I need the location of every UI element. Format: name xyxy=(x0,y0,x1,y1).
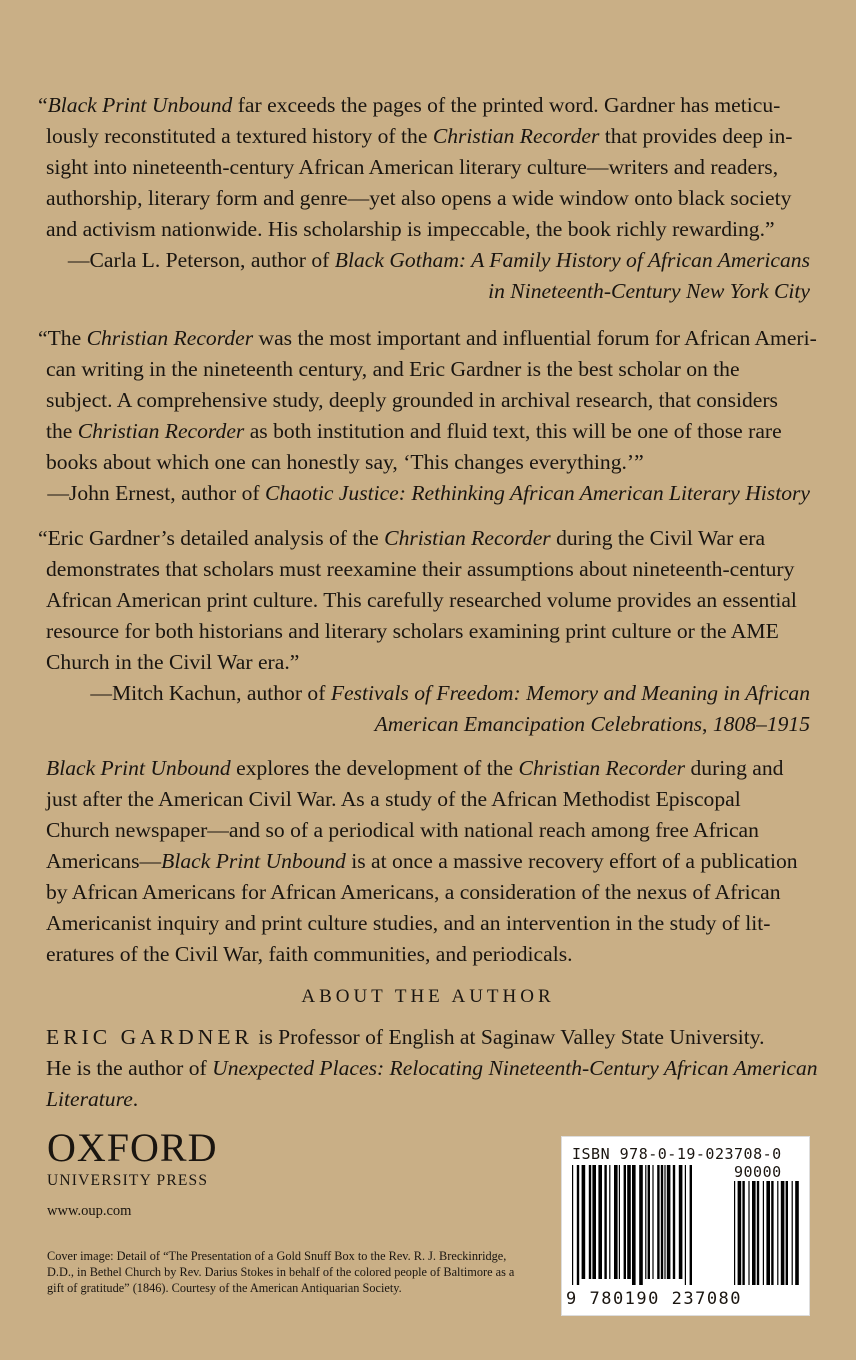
addon-bar xyxy=(734,1181,735,1285)
blurb-line: “The Christian Recorder was the most important and influential forum for African Ameri- xyxy=(38,326,817,350)
addon-bar xyxy=(786,1181,788,1285)
blurb-line: demonstrates that scholars must reexamine their assumptions about nineteenth-century xyxy=(46,557,795,581)
barcode-bar xyxy=(572,1165,573,1285)
blurb-attribution: —Mitch Kachun, author of Festivals of Freedom: Memory and Meaning in African xyxy=(90,681,810,705)
isbn-barcode xyxy=(561,1136,810,1316)
barcode-bar xyxy=(673,1165,675,1279)
blurb-line: books about which one can honestly say, ‘This changes everything.’” xyxy=(46,450,644,474)
description-line: by African Americans for African Americans, a consideration of the nexus of African xyxy=(46,880,781,904)
about-line: Literature. xyxy=(46,1087,139,1111)
barcode-bar xyxy=(589,1165,591,1279)
price-code: 90000 xyxy=(734,1163,782,1181)
barcode-bar xyxy=(657,1165,659,1279)
blurb-line: lously reconstituted a textured history of the Christian Recorder that provides deep in- xyxy=(46,124,793,148)
about-line: He is the author of Unexpected Places: Relocating Nineteenth-Century African American xyxy=(46,1056,818,1080)
barcode-bar xyxy=(685,1165,686,1285)
about-line: ERIC GARDNER is Professor of English at Saginaw Valley State University. xyxy=(46,1025,765,1049)
publisher-name: OXFORD xyxy=(47,1125,218,1170)
barcode-bar xyxy=(577,1165,579,1285)
barcode-bar xyxy=(667,1165,671,1279)
blurb-line: subject. A comprehensive study, deeply grounded in archival research, that considers xyxy=(46,388,778,412)
blurb-line: authorship, literary form and genre—yet also opens a wide window onto black society xyxy=(46,186,792,210)
barcode-bar xyxy=(690,1165,692,1285)
publisher-logo xyxy=(47,1125,218,1190)
blurb-peterson xyxy=(38,90,810,307)
addon-bar xyxy=(748,1181,749,1285)
blurb-kachun xyxy=(38,523,810,740)
barcode-bar xyxy=(648,1165,650,1279)
barcode-bar xyxy=(582,1165,586,1279)
barcode-digits: 9 780190 237080 xyxy=(566,1289,743,1309)
description-line: eratures of the Civil War, faith communities, and periodicals. xyxy=(46,942,573,966)
addon-bar xyxy=(752,1181,756,1285)
barcode-bar xyxy=(632,1165,636,1285)
about-author-text xyxy=(46,1022,818,1115)
blurb-line: African American print culture. This carefully researched volume provides an essential xyxy=(46,588,797,612)
barcode-bar xyxy=(661,1165,663,1279)
barcode-bar xyxy=(627,1165,631,1279)
addon-bar xyxy=(777,1181,778,1285)
description-line: Americanist inquiry and print culture studies, and an intervention in the study of lit- xyxy=(46,911,771,935)
addon-barcode-bars xyxy=(734,1181,800,1285)
barcode-bar xyxy=(679,1165,683,1279)
publisher-url: www.oup.com xyxy=(47,1203,132,1219)
barcode-bar xyxy=(598,1165,602,1279)
blurb-line: can writing in the nineteenth century, and Eric Gardner is the best scholar on the xyxy=(46,357,740,381)
blurb-line: Church in the Civil War era.” xyxy=(46,650,300,674)
book-description xyxy=(46,753,810,970)
blurb-attribution: —John Ernest, author of Chaotic Justice: Rethinking African American Literary History xyxy=(47,481,810,505)
barcode-bar xyxy=(592,1165,596,1279)
blurb-ernest xyxy=(38,323,817,509)
blurb-attribution: American Emancipation Celebrations, 1808–1915 xyxy=(374,712,810,736)
addon-bar xyxy=(757,1181,759,1285)
barcode-bar xyxy=(619,1165,620,1279)
addon-bar xyxy=(738,1181,742,1285)
addon-bar xyxy=(795,1181,799,1285)
cover-image-credit: Cover image: Detail of “The Presentation of a Gold Snuff Box to the Rev. R. J. Breckinridge, D.D., in Bethel Church by Rev. Darius Stokes in behalf of the colored people of Baltimore as a gift of gratitude” (1846). Courtesy of the American Antiquarian Society. xyxy=(47,1249,515,1295)
blurb-line: resource for both historians and literary scholars examining print culture or the AME xyxy=(46,619,779,643)
blurb-line: and activism nationwide. His scholarship is impeccable, the book richly rewarding.” xyxy=(46,217,775,241)
barcode-bar xyxy=(664,1165,665,1279)
isbn-label: ISBN 978-0-19-023708-0 xyxy=(572,1145,782,1163)
blurb-attribution: —Carla L. Peterson, author of Black Gotham: A Family History of African Americans xyxy=(67,248,810,272)
barcode-bar xyxy=(614,1165,618,1279)
barcode-bar xyxy=(624,1165,626,1279)
blurb-line: “Black Print Unbound far exceeds the pages of the printed word. Gardner has meticu- xyxy=(38,93,781,117)
addon-bar xyxy=(792,1181,793,1285)
blurb-line: sight into nineteenth-century African American literary culture—writers and readers, xyxy=(46,155,779,179)
addon-bar xyxy=(781,1181,785,1285)
about-author-heading: ABOUT THE AUTHOR xyxy=(301,986,555,1007)
publisher-subtitle: UNIVERSITY PRESS xyxy=(47,1172,209,1189)
barcode-bar xyxy=(604,1165,606,1279)
ean-barcode-bars xyxy=(572,1165,730,1285)
description-line: Church newspaper—and so of a periodical with national reach among free African xyxy=(46,818,759,842)
barcode-bar xyxy=(639,1165,643,1285)
barcode-bar xyxy=(652,1165,653,1279)
blurb-attribution: in Nineteenth-Century New York City xyxy=(488,279,810,303)
barcode-bar xyxy=(645,1165,646,1279)
addon-bar xyxy=(771,1181,773,1285)
description-line: Black Print Unbound explores the development of the Christian Recorder during and xyxy=(46,756,784,780)
addon-bar xyxy=(766,1181,770,1285)
barcode-bar xyxy=(609,1165,610,1279)
addon-bar xyxy=(742,1181,744,1285)
description-line: Americans—Black Print Unbound is at once a massive recovery effort of a publication xyxy=(46,849,798,873)
description-line: just after the American Civil War. As a study of the African Methodist Episcopal xyxy=(46,787,741,811)
blurb-line: “Eric Gardner’s detailed analysis of the Christian Recorder during the Civil War era xyxy=(38,526,766,550)
addon-bar xyxy=(763,1181,764,1285)
blurb-line: the Christian Recorder as both institution and fluid text, this will be one of those rare xyxy=(46,419,782,443)
